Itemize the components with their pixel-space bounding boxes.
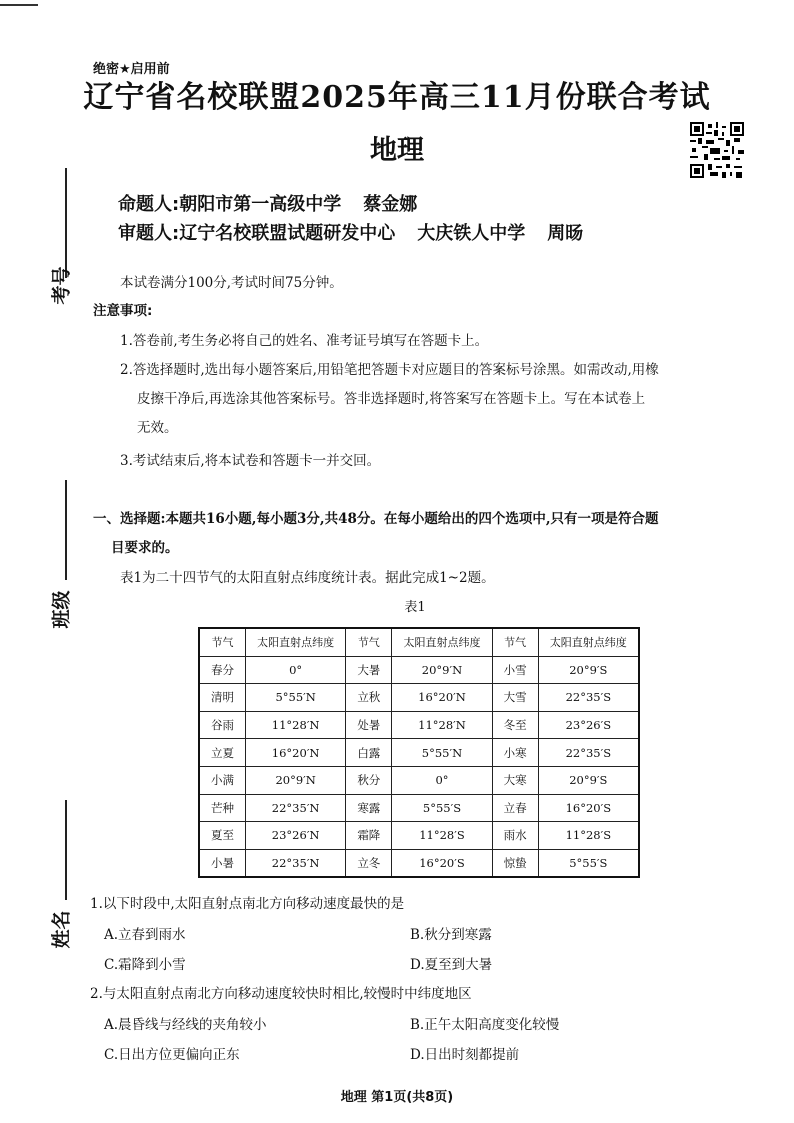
table-cell: 小寒 (492, 739, 538, 767)
note-item-1: 1.答卷前,考生务必将自己的姓名、准考证号填写在答题卡上。 (120, 333, 489, 349)
table-cell: 秋分 (346, 766, 392, 794)
table-cell: 冬至 (492, 711, 538, 739)
name-fill-line (65, 800, 67, 900)
table-cell: 16°20′S (538, 794, 639, 822)
confidential-label: 绝密★启用前 (93, 62, 170, 77)
table-cell: 小雪 (492, 656, 538, 684)
page-footer: 地理 第1页(共8页) (340, 1090, 454, 1105)
table-cell: 夏至 (199, 822, 245, 850)
class-label: 班级 (50, 590, 73, 629)
table-cell: 5°55′S (538, 849, 639, 877)
table-cell: 白露 (346, 739, 392, 767)
table-cell: 23°26′N (245, 822, 345, 850)
exam-title: 辽宁省名校联盟2025年高三11月份联合考试 (83, 80, 711, 115)
table-cell: 11°28′S (538, 822, 639, 850)
section-heading-cont: 目要求的。 (111, 540, 179, 556)
table-row (199, 684, 639, 712)
table-row (199, 739, 639, 767)
table-intro: 表1为二十四节气的太阳直射点纬度统计表。据此完成1~2题。 (120, 570, 495, 586)
reviewer-school: 大庆铁人中学 (417, 223, 526, 244)
table-cell: 22°35′N (245, 849, 345, 877)
table-cell: 20°9′S (538, 656, 639, 684)
table-cell: 22°35′S (538, 739, 639, 767)
subject-title: 地理 (370, 135, 424, 166)
section-heading: 一、选择题:本题共16小题,每小题3分,共48分。在每小题给出的四个选项中,只有一项是符合题 (93, 511, 659, 527)
table-cell: 小满 (199, 766, 245, 794)
notes-heading: 注意事项: (93, 303, 153, 319)
reviewer-center: 审题人:辽宁名校联盟试题研发中心 (118, 223, 396, 244)
table-cell: 春分 (199, 656, 245, 684)
table-cell: 22°35′S (538, 684, 639, 712)
table-cell: 11°28′S (392, 822, 492, 850)
exam-no-label: 考号 (50, 266, 73, 305)
note-item-2: 2.答选择题时,选出每小题答案后,用铅笔把答题卡对应题目的答案标号涂黑。如需改动,用橡 (120, 362, 659, 378)
table-cell: 大寒 (492, 766, 538, 794)
table-header-row (199, 628, 639, 656)
question-2-option-d: D.日出时刻都提前 (410, 1047, 520, 1063)
setter-school: 命题人:朝阳市第一高级中学 (118, 194, 342, 215)
table-cell: 16°20′N (245, 739, 345, 767)
table-cell: 小暑 (199, 849, 245, 877)
table-cell: 立秋 (346, 684, 392, 712)
table-cell: 16°20′N (392, 684, 492, 712)
table-cell: 立夏 (199, 739, 245, 767)
table-cell: 谷雨 (199, 711, 245, 739)
question-1-option-a: A.立春到雨水 (104, 927, 186, 943)
table-row (199, 822, 639, 850)
table-cell: 雨水 (492, 822, 538, 850)
table-row (199, 711, 639, 739)
table-header-cell: 节气 (199, 628, 245, 656)
table-caption: 表1 (404, 600, 426, 615)
table-cell: 11°28′N (392, 711, 492, 739)
table-cell: 0° (245, 656, 345, 684)
exam-no-fill-line (65, 168, 67, 278)
table-header-cell: 太阳直射点纬度 (245, 628, 345, 656)
question-1-option-b: B.秋分到寒露 (410, 927, 492, 943)
table-cell: 20°9′N (245, 766, 345, 794)
table-cell: 处暑 (346, 711, 392, 739)
table-row (199, 849, 639, 877)
top-edge-line (0, 4, 38, 6)
table-cell: 寒露 (346, 794, 392, 822)
table-cell: 16°20′S (392, 849, 492, 877)
table-cell: 霜降 (346, 822, 392, 850)
table-row (199, 794, 639, 822)
question-1-option-d: D.夏至到大暑 (410, 957, 493, 973)
reviewer-line (118, 219, 583, 245)
table-header-cell: 太阳直射点纬度 (392, 628, 492, 656)
question-2-option-c: C.日出方位更偏向正东 (104, 1047, 240, 1063)
table-row (199, 656, 639, 684)
question-1-option-c: C.霜降到小雪 (104, 957, 186, 973)
table-cell: 惊蛰 (492, 849, 538, 877)
reviewer-name: 周旸 (547, 223, 584, 244)
table-cell: 立春 (492, 794, 538, 822)
name-label: 姓名 (50, 910, 73, 949)
table-header-cell: 节气 (346, 628, 392, 656)
table-cell: 大暑 (346, 656, 392, 684)
class-fill-line (65, 480, 67, 580)
table-cell: 清明 (199, 684, 245, 712)
table-header-cell: 太阳直射点纬度 (538, 628, 639, 656)
note-item-2-end: 无效。 (137, 420, 178, 436)
table-cell: 20°9′S (538, 766, 639, 794)
note-item-2-cont: 皮擦干净后,再选涂其他答案标号。答非选择题时,将答案写在答题卡上。写在本试卷上 (137, 391, 646, 407)
question-2-stem: 2.与太阳直射点南北方向移动速度较快时相比,较慢时中纬度地区 (90, 986, 472, 1002)
table-cell: 22°35′N (245, 794, 345, 822)
question-1-stem: 1.以下时段中,太阳直射点南北方向移动速度最快的是 (90, 896, 405, 912)
table-cell: 5°55′S (392, 794, 492, 822)
table-row (199, 766, 639, 794)
table-header-cell: 节气 (492, 628, 538, 656)
author-line (118, 190, 417, 216)
setter-name: 蔡金娜 (363, 194, 418, 215)
score-line: 本试卷满分100分,考试时间75分钟。 (120, 275, 343, 291)
table-cell: 20°9′N (392, 656, 492, 684)
table-cell: 11°28′N (245, 711, 345, 739)
question-2-option-b: B.正午太阳高度变化较慢 (410, 1017, 560, 1033)
question-2-option-a: A.晨昏线与经线的夹角较小 (104, 1017, 267, 1033)
table-cell: 立冬 (346, 849, 392, 877)
table-cell: 5°55′N (245, 684, 345, 712)
table-cell: 芒种 (199, 794, 245, 822)
note-item-3: 3.考试结束后,将本试卷和答题卡一并交回。 (120, 453, 381, 469)
solar-latitude-table (198, 627, 640, 878)
qr-code-icon (690, 122, 744, 178)
table-cell: 23°26′S (538, 711, 639, 739)
table-cell: 5°55′N (392, 739, 492, 767)
table-cell: 大雪 (492, 684, 538, 712)
table-cell: 0° (392, 766, 492, 794)
